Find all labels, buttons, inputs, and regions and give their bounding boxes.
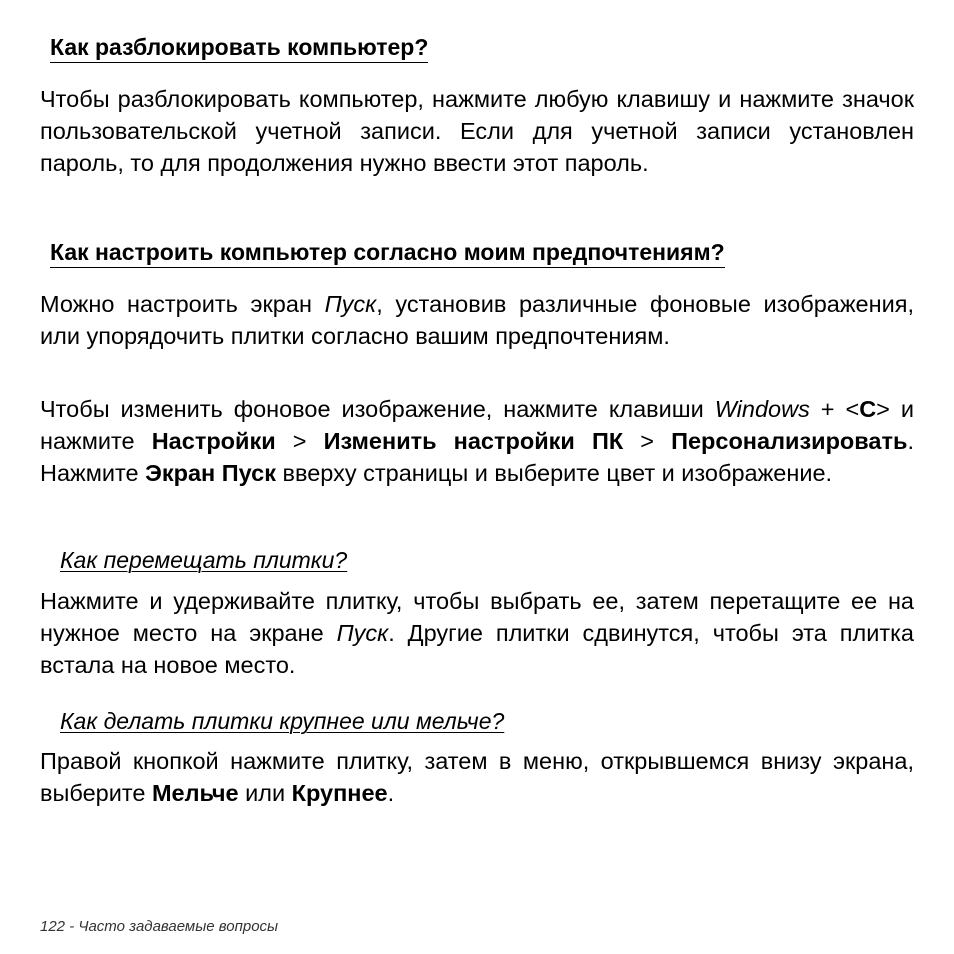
text-fragment: Правой кнопкой нажмите плитку, затем в меню, открывшемся внизу экрана, выберите xyxy=(40,748,914,807)
larger-term: Крупнее xyxy=(291,780,388,807)
text-fragment: . Другие плитки сдвинутся, чтобы эта плитка встала на новое место. xyxy=(40,620,914,679)
page-footer: 122 - Часто задаваемые вопросы xyxy=(40,918,279,935)
start-screen-term: Экран Пуск xyxy=(145,460,276,487)
c-key-term: C xyxy=(859,396,877,422)
subheading-resize-tiles: Как делать плитки крупнее или мельче? xyxy=(60,708,505,734)
paragraph-change-background xyxy=(40,393,914,490)
windows-key-term: Windows xyxy=(714,396,810,422)
text-fragment: , установив различные фоновые изображения, или упорядочить плитки согласно вашим предпочтениям. xyxy=(40,291,914,350)
paragraph-personalize-intro xyxy=(40,288,914,352)
text-fragment: > и нажмите xyxy=(40,396,914,455)
text-fragment: Можно настроить экран xyxy=(40,291,325,317)
text-fragment: > xyxy=(275,428,324,455)
text-fragment: > xyxy=(623,428,672,455)
text-fragment: + < xyxy=(809,396,860,422)
smaller-term: Мельче xyxy=(151,780,239,807)
paragraph-unlock: Чтобы разблокировать компьютер, нажмите любую клавишу и нажмите значок пользовательской учетной записи. Если для учетной записи установлен пароль, то для продолжения нужно ввести этот пароль. xyxy=(40,86,914,177)
start-term: Пуск xyxy=(336,620,389,647)
personalize-term: Персонализировать xyxy=(671,428,908,455)
paragraph-resize-tiles xyxy=(40,745,914,809)
text-fragment: вверху страницы и выберите цвет и изображение. xyxy=(276,460,833,487)
text-fragment: . xyxy=(387,780,395,807)
heading-personalize: Как настроить компьютер согласно моим предпочтениям? xyxy=(50,238,725,268)
text-fragment: . Нажмите xyxy=(40,428,914,487)
text-fragment: или xyxy=(238,780,292,807)
change-pc-settings-term: Изменить настройки ПК xyxy=(323,428,624,455)
text-fragment: Нажмите и удерживайте плитку, чтобы выбрать ее, затем перетащите ее на нужное место на экране xyxy=(40,588,914,647)
start-term: Пуск xyxy=(324,291,377,317)
settings-term: Настройки xyxy=(151,428,276,455)
paragraph-move-tiles xyxy=(40,585,914,682)
heading-unlock: Как разблокировать компьютер? xyxy=(50,33,428,63)
text-fragment: Чтобы изменить фоновое изображение, нажмите клавиши xyxy=(40,396,715,422)
subheading-move-tiles: Как перемещать плитки? xyxy=(60,547,348,573)
